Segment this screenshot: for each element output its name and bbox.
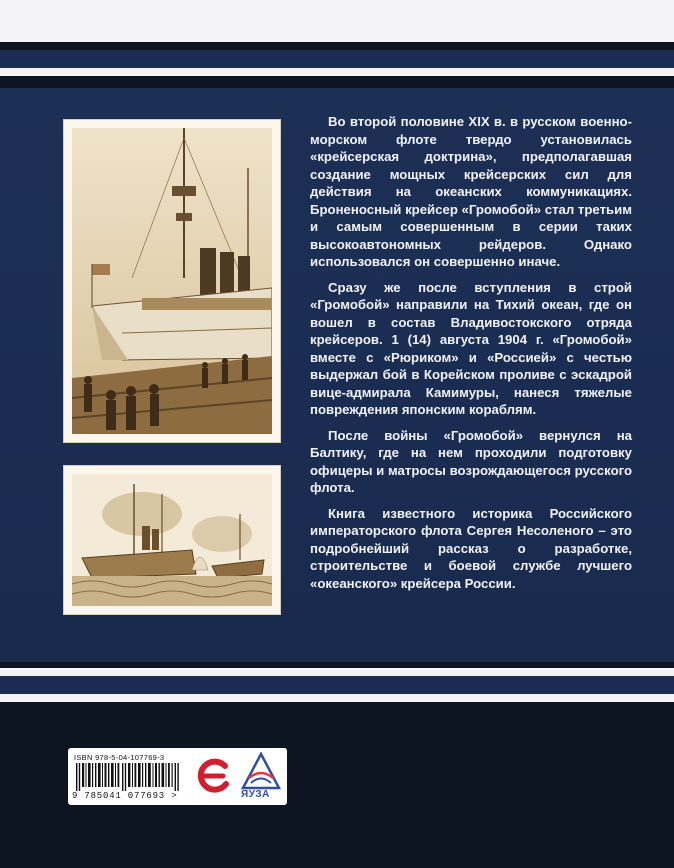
yuza-logo-text: ЯУЗА bbox=[241, 789, 270, 800]
publisher-logos bbox=[185, 748, 287, 805]
top-white-stripe bbox=[0, 68, 674, 76]
naval-battle-image bbox=[72, 474, 272, 606]
bottom-white-stripe-1 bbox=[0, 668, 674, 676]
cruiser-photo bbox=[64, 120, 280, 442]
top-white-band bbox=[0, 0, 674, 42]
description-text bbox=[310, 113, 632, 600]
yuza-logo-icon bbox=[241, 752, 281, 790]
barcode-bars bbox=[76, 763, 180, 791]
paragraph-2: Сразу же после вступления в строй «Громобой» направили на Тихий океан, где он вошел в состав Владивостокского отряда крейсеров. 1 (14) августа 1904 г. «Громобой» вместе с «Рюриком» и «Россией» с честью выдержал бой в Корейском проливе с эскадрой вице-адмирала Камимуры, нанеся тяжелые повреждения японским кораблям. bbox=[310, 279, 632, 417]
paragraph-4: Книга известного историка Российского императорского флота Сергея Несоленого – это подробнейший рассказ о разработке, строительстве и боевой службе лучшего «океанского» крейсера России. bbox=[310, 505, 632, 591]
cruiser-at-pier-image bbox=[72, 128, 272, 434]
battle-illustration bbox=[64, 466, 280, 614]
bottom-navy-stripe bbox=[0, 676, 674, 694]
top-navy-stripe bbox=[0, 50, 674, 68]
paragraph-1: Во второй половине XIX в. в русском военно-морском флоте твердо установилась «крейсерская доктрина», предполагавшая создание мощных крейсерских сил для действия на океанских коммуникациях. Броненосный крейсер «Громобой» стал третьим и самым совершенным в серии таких высокоавтономных рейдеров. Однако использовался он совершенно иначе. bbox=[310, 114, 633, 269]
isbn-text: ISBN 978-5-04-107769-3 bbox=[74, 753, 165, 762]
barcode-number: 9 785041 077693 > bbox=[72, 791, 178, 801]
bottom-white-stripe-2 bbox=[0, 694, 674, 702]
eksmo-logo-icon bbox=[195, 756, 233, 796]
paragraph-3: После войны «Громобой» вернулся на Балтику, где на нем проходили подготовку офицеры и матросы возрождающегося русского флота. bbox=[310, 427, 632, 495]
